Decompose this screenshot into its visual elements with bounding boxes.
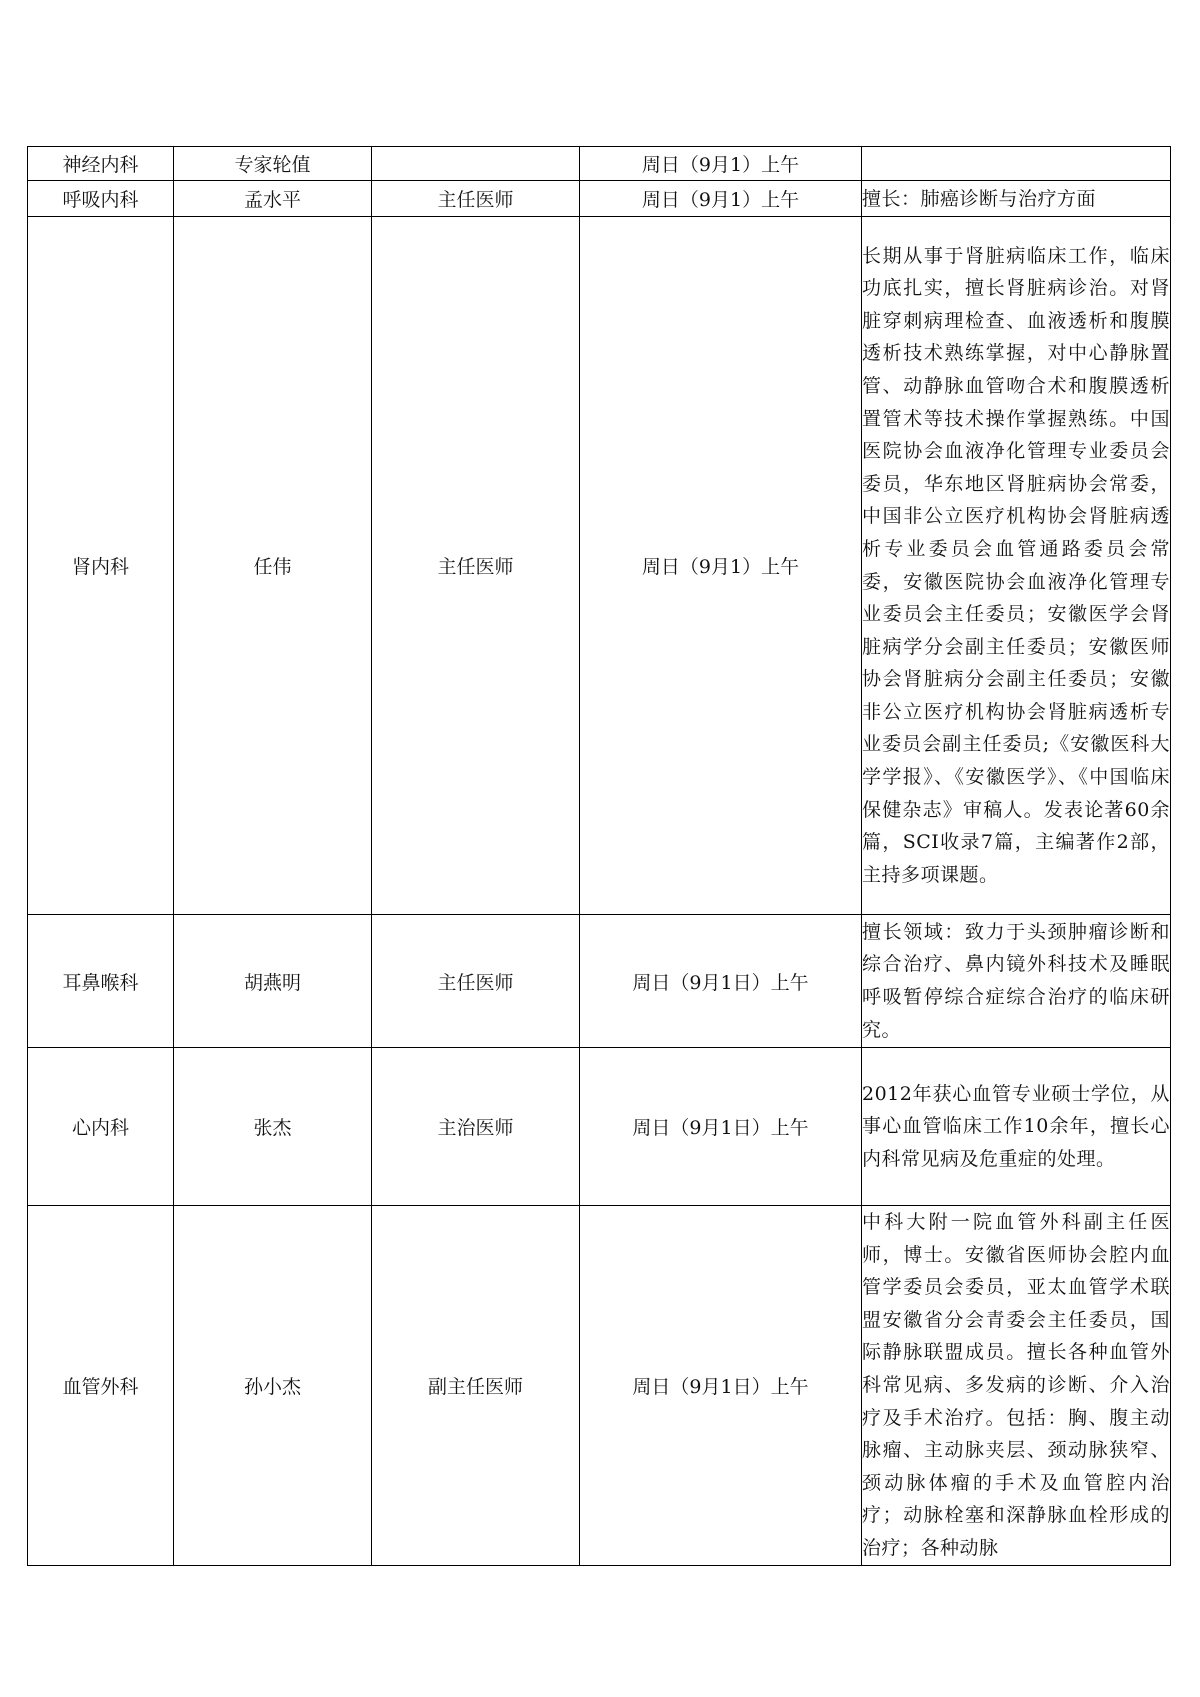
desc-cell: 长期从事于肾脏病临床工作，临床功底扎实，擅长肾脏病诊治。对肾脏穿刺病理检查、血液透析和腹膜透析技术熟练掌握，对中心静脉置管、动静脉血管吻合术和腹膜透析置管术等技术操作掌握熟练。中国医院协会血液净化管理专业委员会委员，华东地区肾脏病协会常委，中国非公立医疗机构协会肾脏病透析专业委员会血管通路委员会常委，安徽医院协会血液净化管理专业委员会主任委员；安徽医学会肾脏病学分会副主任委员；安徽医师协会肾脏病分会副主任委员；安徽非公立医疗机构协会肾脏病透析专业委员会副主任委员;《安徽医科大学学报》、《安徽医学》、《中国临床保健杂志》审稿人。发表论著60余篇，SCI收录7篇，主编著作2部，主持多项课题。 — [862, 217, 1171, 915]
time-cell: 周日（9月1）上午 — [580, 181, 862, 217]
dept-cell: 神经内科 — [28, 147, 174, 181]
title-cell — [372, 147, 580, 181]
schedule-table — [27, 146, 1171, 1566]
dept-cell: 耳鼻喉科 — [28, 915, 174, 1048]
title-cell: 主任医师 — [372, 217, 580, 915]
desc-cell: 2012年获心血管专业硕士学位，从事心血管临床工作10余年，擅长心内科常见病及危重症的处理。 — [862, 1048, 1171, 1206]
desc-cell: 中科大附一院血管外科副主任医师，博士。安徽省医师协会腔内血管学委员会委员，亚太血管学术联盟安徽省分会青委会主任委员，国际静脉联盟成员。擅长各种血管外科常见病、多发病的诊断、介入治疗及手术治疗。包括：胸、腹主动脉瘤、主动脉夹层、颈动脉狭窄、颈动脉体瘤的手术及血管腔内治疗；动脉栓塞和深静脉血栓形成的治疗；各种动脉 — [862, 1206, 1171, 1566]
doctor-cell: 专家轮值 — [174, 147, 372, 181]
dept-cell: 呼吸内科 — [28, 181, 174, 217]
doctor-cell: 张杰 — [174, 1048, 372, 1206]
title-cell: 副主任医师 — [372, 1206, 580, 1566]
title-cell: 主任医师 — [372, 181, 580, 217]
time-cell: 周日（9月1）上午 — [580, 147, 862, 181]
dept-cell: 血管外科 — [28, 1206, 174, 1566]
doctor-cell: 孙小杰 — [174, 1206, 372, 1566]
time-cell: 周日（9月1日）上午 — [580, 1206, 862, 1566]
dept-cell: 肾内科 — [28, 217, 174, 915]
time-cell: 周日（9月1日）上午 — [580, 1048, 862, 1206]
desc-cell: 擅长：肺癌诊断与治疗方面 — [862, 181, 1171, 217]
time-cell: 周日（9月1日）上午 — [580, 915, 862, 1048]
title-cell: 主任医师 — [372, 915, 580, 1048]
desc-cell — [862, 147, 1171, 181]
title-cell: 主治医师 — [372, 1048, 580, 1206]
doctor-cell: 胡燕明 — [174, 915, 372, 1048]
time-cell: 周日（9月1）上午 — [580, 217, 862, 915]
table-row — [28, 915, 1171, 1048]
table-row — [28, 147, 1171, 181]
table-row — [28, 1048, 1171, 1206]
table-row — [28, 1206, 1171, 1566]
doctor-cell: 孟水平 — [174, 181, 372, 217]
dept-cell: 心内科 — [28, 1048, 174, 1206]
table-row — [28, 181, 1171, 217]
table-row — [28, 217, 1171, 915]
desc-cell: 擅长领域：致力于头颈肿瘤诊断和综合治疗、鼻内镜外科技术及睡眠呼吸暂停综合症综合治疗的临床研究。 — [862, 915, 1171, 1048]
doctor-cell: 任伟 — [174, 217, 372, 915]
